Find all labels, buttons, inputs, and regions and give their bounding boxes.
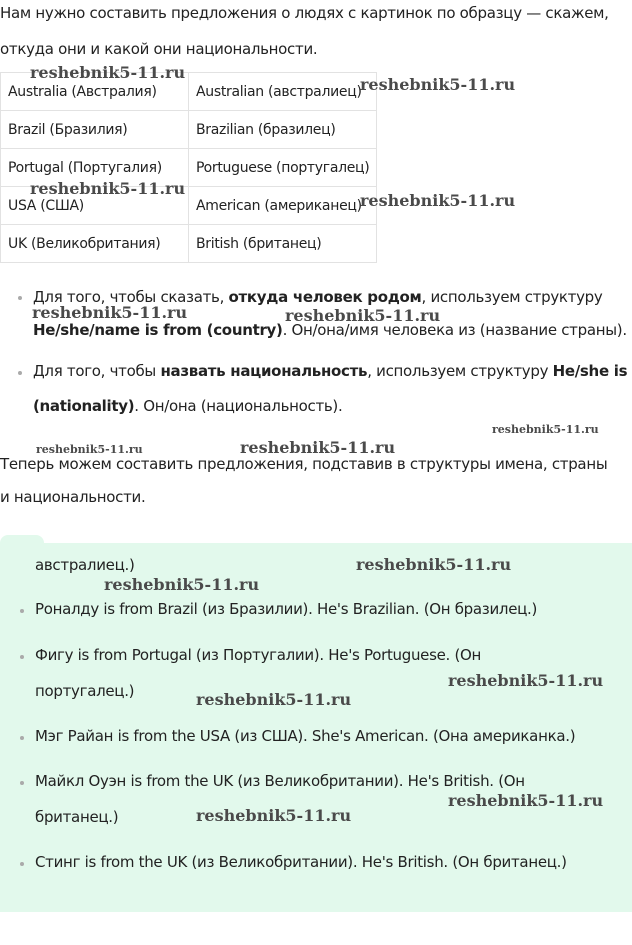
watermark: reshebnik5-11.ru xyxy=(30,63,186,82)
watermark: reshebnik5-11.ru xyxy=(30,179,186,198)
answer-item-cont: португалец.) xyxy=(35,682,135,700)
intro-line-1: Нам нужно составить предложения о людях с картинок по образцу — скажем, xyxy=(0,4,609,22)
watermark: reshebnik5-11.ru xyxy=(196,806,352,825)
watermark: reshebnik5-11.ru xyxy=(492,423,599,436)
rule-2-line-2: (nationality). Он/она (национальность). xyxy=(33,397,343,415)
watermark: reshebnik5-11.ru xyxy=(448,671,604,690)
intro-line-2: откуда они и какой они национальности. xyxy=(0,40,318,58)
bullet xyxy=(20,736,24,740)
rule-1-line-1: Для того, чтобы сказать, откуда человек родом, используем структуру xyxy=(33,288,603,306)
bullet xyxy=(20,655,24,659)
answer-continuation: австралиец.) xyxy=(35,556,135,574)
nationality-cell: Portuguese (португалец) xyxy=(189,149,377,187)
rule-2-line-1: Для того, чтобы назвать национальность, используем структуру He/she is xyxy=(33,362,628,380)
bullet xyxy=(20,781,24,785)
country-cell: Brazil (Бразилия) xyxy=(1,111,189,149)
table-row xyxy=(1,111,377,149)
watermark: reshebnik5-11.ru xyxy=(356,555,512,574)
country-cell: Portugal (Португалия) xyxy=(1,149,189,187)
answer-item: Роналду is from Brazil (из Бразилии). He's Brazilian. (Он бразилец.) xyxy=(35,600,538,618)
outro-line-2: и национальности. xyxy=(0,488,146,506)
bullet xyxy=(20,609,24,613)
watermark: reshebnik5-11.ru xyxy=(104,575,260,594)
watermark: reshebnik5-11.ru xyxy=(360,191,516,210)
rule-1-line-2: He/she/name is from (country). Он/она/имя человека из (название страны). xyxy=(33,321,627,339)
watermark: reshebnik5-11.ru xyxy=(240,438,396,457)
answer-item: Майкл Оуэн is from the UK (из Великобритании). He's British. (Он xyxy=(35,772,525,790)
nationality-cell: Brazilian (бразилец) xyxy=(189,111,377,149)
country-cell: UK (Великобритания) xyxy=(1,225,189,263)
bullet xyxy=(20,862,24,866)
country-cell: USA (США) xyxy=(1,187,189,225)
answer-item-cont: британец.) xyxy=(35,808,119,826)
bullet xyxy=(18,296,22,300)
bullet xyxy=(18,371,22,375)
watermark: reshebnik5-11.ru xyxy=(32,303,188,322)
outro-line-1: Теперь можем составить предложения, подставив в структуры имена, страны xyxy=(0,455,608,473)
table-row xyxy=(1,225,377,263)
answer-item: Стинг is from the UK (из Великобритании). He's British. (Он британец.) xyxy=(35,853,567,871)
watermark: reshebnik5-11.ru xyxy=(448,791,604,810)
nationality-cell: British (британец) xyxy=(189,225,377,263)
watermark: reshebnik5-11.ru xyxy=(285,306,441,325)
country-cell: Australia (Австралия) xyxy=(1,73,189,111)
watermark: reshebnik5-11.ru xyxy=(360,75,516,94)
countries-table xyxy=(0,72,377,263)
answer-item: Фигу is from Portugal (из Португалии). He's Portuguese. (Он xyxy=(35,646,482,664)
watermark: reshebnik5-11.ru xyxy=(196,690,352,709)
watermark: reshebnik5-11.ru xyxy=(36,443,143,456)
nationality-cell: Australian (австралиец) xyxy=(189,73,377,111)
nationality-cell: American (американец) xyxy=(189,187,377,225)
answer-item: Мэг Райан is from the USA (из США). She's American. (Она американка.) xyxy=(35,727,576,745)
